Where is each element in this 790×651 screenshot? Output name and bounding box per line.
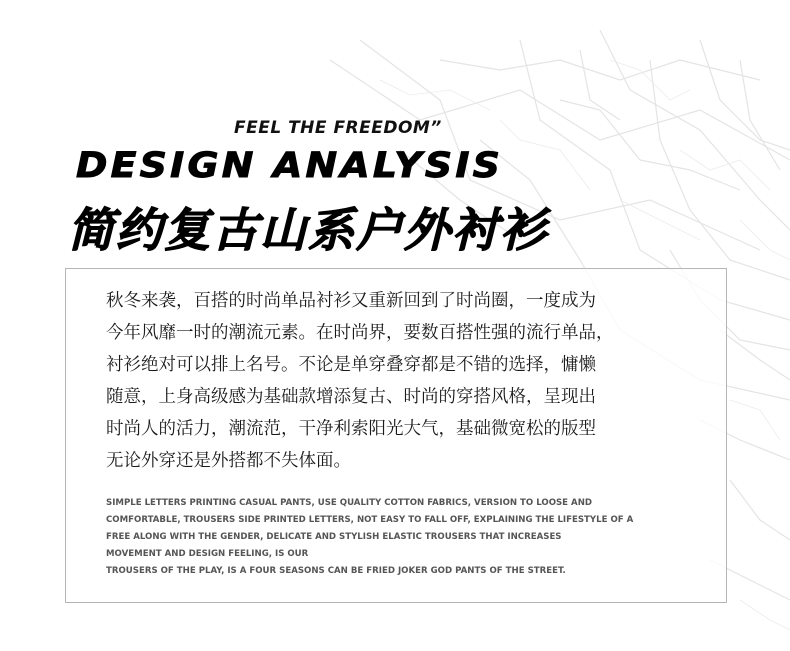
cn-line: 随意，上身高级感为基础款增添复古、时尚的穿搭风格，呈现出 [106,387,596,407]
tagline: FEEL THE FREEDOM” [234,118,442,138]
en-line: COMFORTABLE, TROUSERS SIDE PRINTED LETTERS, NOT EASY TO FALL OFF, EXPLAINING THE LIFESTYLE OF A [106,515,634,525]
en-line: FREE ALONG WITH THE GENDER, DELICATE AND STYLISH ELASTIC TROUSERS THAT INCREASES [106,532,562,542]
heading-en: DESIGN ANALYSIS [76,146,504,186]
cn-line: 无论外穿还是外搭都不失体面。 [106,451,351,471]
cn-line: 今年风靡一时的潮流元素。在时尚界，要数百搭性强的流行单品， [106,323,614,343]
cn-line: 秋冬来袭，百搭的时尚单品衬衫又重新回到了时尚圈，一度成为 [106,291,596,311]
en-line: MOVEMENT AND DESIGN FEELING, IS OUR [106,549,309,559]
cn-line: 衬衫绝对可以排上名号。不论是单穿叠穿都是不错的选择，慵懒 [106,355,596,375]
en-line: TROUSERS OF THE PLAY, IS A FOUR SEASONS CAN BE FRIED JOKER GOD PANTS OF THE STREET. [106,566,566,576]
en-description [106,495,706,580]
description-card [65,268,727,603]
heading-cn: 简约复古山系户外衬衫 [68,203,548,257]
cn-line: 时尚人的活力，潮流范，干净利索阳光大气，基础微宽松的版型 [106,419,596,439]
cn-description [106,285,696,477]
en-line: SIMPLE LETTERS PRINTING CASUAL PANTS, USE QUALITY COTTON FABRICS, VERSION TO LOOSE AND [106,498,593,508]
